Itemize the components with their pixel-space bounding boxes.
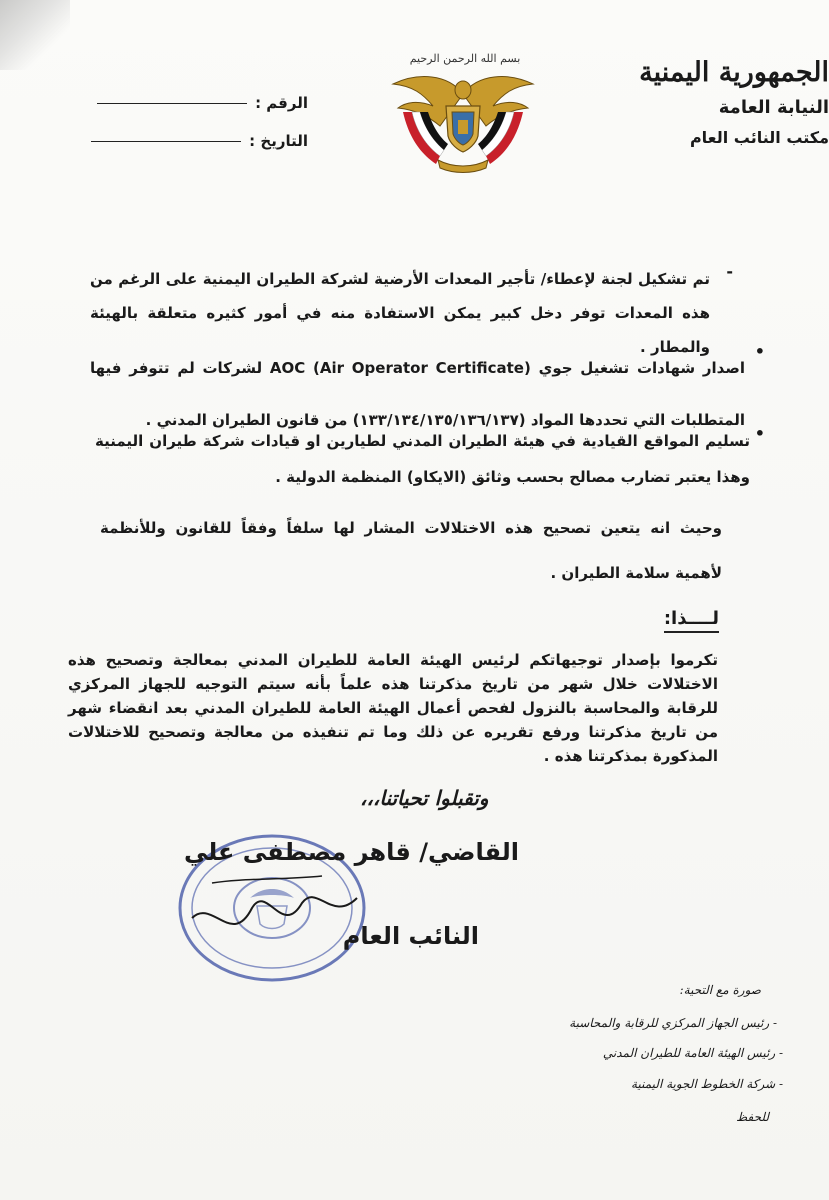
- bullet-marker-dash: -: [726, 262, 733, 281]
- request-paragraph: تكرموا بإصدار توجيهاتكم لرئيس الهيئة العامة للطيران المدني بمعالجة وتصحيح هذه الاختلالات خلال شهر من تاريخ مذكرتنا هذه علماً بأنه سيتم التوجيه للجهاز المركزي للرقابة والمحاسبة بالنزول لفحص أعمال الهيئة العامة للطيران المدني بعد انقضاء شهر من تاريخ مذكرتنا ورفع تقريره عن ذلك وما تم تنفيذه من معالجة وتصحيح للاختلالات المذكورة بمذكرتنا هذه .: [68, 651, 718, 765]
- bullet-leadership-positions: تسليم المواقع القيادية في هيئة الطيران المدني لطيارين او قيادات شركة طيران اليمنية وهذا يعتبر تضارب مصالح بحسب وثائق (الايكاو) المنظمة الدولية .: [95, 432, 750, 486]
- org-line-authority: النيابة العامة: [718, 97, 829, 118]
- bullet-marker-dot: •: [754, 424, 765, 443]
- signer-title: النائب العام: [342, 922, 479, 950]
- reference-number-field: [78, 94, 308, 112]
- page-corner-shadow: [0, 0, 70, 70]
- bullet-marker-dot: •: [754, 342, 765, 361]
- copy-recipient-label: شركة الخطوط الجوية اليمنية: [631, 1077, 776, 1091]
- copy-recipient-label: رئيس الهيئة العامة للطيران المدني: [602, 1046, 776, 1060]
- copies-heading: صورة مع التحية:: [679, 983, 761, 997]
- letterhead-org: [619, 55, 829, 151]
- date-label: التاريخ :: [249, 132, 308, 150]
- org-line-office: مكتب النائب العام: [689, 128, 829, 147]
- file-note: للحفظ: [736, 1110, 769, 1124]
- copy-recipient: - شركة الخطوط الجوية اليمنية: [631, 1077, 783, 1091]
- closing-greeting: وتقبلوا تحياتنا،،،: [360, 786, 489, 810]
- copy-recipient: - رئيس الجهاز المركزي للرقابة والمحاسبة: [569, 1016, 777, 1030]
- basmala: بسم الله الرحمن الرحيم: [409, 52, 521, 65]
- number-blank-line: [97, 102, 247, 104]
- therefore-heading: لــــذا:: [664, 608, 719, 633]
- bullet-ground-equipment: تم تشكيل لجنة لإعطاء/ تأجير المعدات الأرضية لشركة الطيران اليمنية على الرغم من هذه المعدات توفر دخل كبير يمكن الاستفادة منه في أمور كثيره متعلقة بالهيئة والمطار .: [90, 270, 710, 356]
- signer-name: القاضي/ قاهر مصطفى علي: [183, 838, 519, 866]
- bullet-aoc-certificates: اصدار شهادات تشغيل جوي AOC (Air Operator Certificate) لشركات لم تتوفر فيها المتطلبات التي تحددها المواد (١٣٣/١٣٤/١٣٥/١٣٦/١٣٧) من قانون الطيران المدني .: [90, 359, 745, 429]
- state-emblem-icon: [388, 64, 538, 174]
- copy-recipient: - رئيس الهيئة العامة للطيران المدني: [602, 1046, 783, 1060]
- whereas-paragraph: وحيث انه يتعين تصحيح هذه الاختلالات المشار لها سلفاً وفقاً للقانون وللأنظمة لأهمية سلامة الطيران .: [100, 519, 722, 582]
- date-field: [78, 132, 308, 150]
- org-line-country: الجمهورية اليمنية: [639, 57, 829, 88]
- number-label: الرقم :: [255, 94, 308, 112]
- copy-recipient-label: رئيس الجهاز المركزي للرقابة والمحاسبة: [569, 1016, 770, 1030]
- date-blank-line: [91, 140, 241, 142]
